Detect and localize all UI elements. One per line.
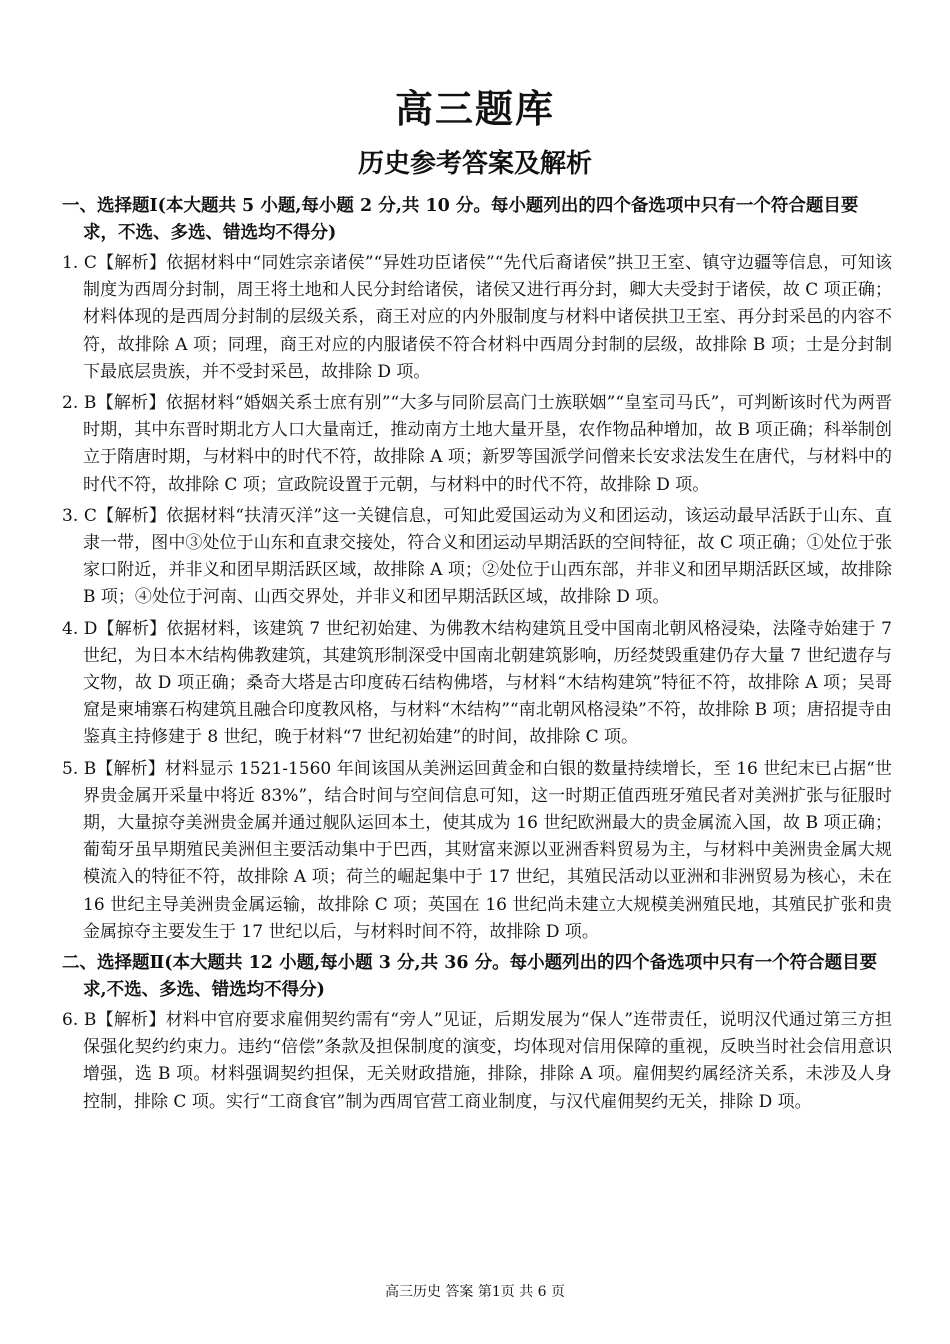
answer-item-2 (62, 390, 892, 499)
answer-explanation: 依据材料“扶清灭洋”这一关键信息，可知此爱国运动为义和团运动，该运动最早活跃于山东、直隶一带，图中③处位于山东和直隶交接处，符合义和团运动早期活跃的空间特征，故 C 项正确；①处位于张家口附近，并非义和团早期活跃区域，故排除 A 项；②处位于山西东部，并非义和团早期活跃区域，故排除 B 项；④处位于河南、山西交界处，并非义和团早期活跃区域，故排除 D 项。 (83, 505, 892, 608)
answer-content (62, 193, 892, 1120)
page-footer: 高三历史 答案 第1页 共 6 页 (384, 1284, 566, 1300)
answer-explanation: 依据材料中“同姓宗亲诸侯”“异姓功臣诸侯”“先代后裔诸侯”拱卫王室、镇守边疆等信息，可知该制度为西周分封制，周王将土地和人民分封给诸侯，诸侯又进行再分封，卿大夫受封于诸侯，故 C 项正确；材料体现的是西周分封制的层级关系，商王对应的内外服制度与材料中诸侯拱卫王室、再分封采邑的内容不符，故排除 A 项；同理，商王对应的内服诸侯不符合材料中西周分封制的层级，故排除 B 项；士是分封制下最底层贵族，并不受封采邑，故排除 D 项。 (83, 253, 892, 382)
section-heading-choice-2: 二、选择题Ⅱ(本大题共 12 小题,每小题 3 分,共 36 分。每小题列出的四个备选项中只有一个符合题目要求,不选、多选、错选均不得分) (62, 953, 878, 1001)
answer-label: 3. C【解析】 (62, 505, 167, 526)
answer-label: 6. B【解析】 (62, 1010, 166, 1031)
page-subtitle: 历史参考答案及解析 (357, 149, 592, 179)
answer-label: 4. D【解析】 (62, 618, 167, 639)
answer-item-4 (62, 616, 892, 752)
page-title: 高三题库 (394, 86, 555, 131)
answer-label: 2. B【解析】 (62, 393, 166, 414)
answer-label: 5. B【解析】 (62, 758, 165, 779)
answer-item-6 (62, 1007, 892, 1116)
answer-explanation: 材料显示 1521-1560 年间该国从美洲运回黄金和白银的数量持续增长，至 16 世纪末已占据“世界贵金属开采量中将近 83%”，结合时间与空间信息可知，这一时期正值西班牙殖民者对美洲扩张与征服时期，大量掠夺美洲贵金属并通过舰队运回本土，使其成为 16 世纪欧洲最大的贵金属流入国，故 B 项正确；葡萄牙虽早期殖民美洲但主要活动集中于巴西，其财富来源以亚洲香料贸易为主，与材料中美洲贵金属大规模流入的特征不符，故排除 A 项；荷兰的崛起集中于 17 世纪，其殖民活动以亚洲和非洲贸易为核心，未在 16 世纪主导美洲贵金属运输，故排除 C 项；英国在 16 世纪尚未建立大规模美洲殖民地，其殖民扩张和贵金属掠夺主要发生于 17 世纪以后，与材料时间不符，故排除 D 项。 (83, 758, 892, 942)
answer-explanation: 依据材料，该建筑 7 世纪初始建、为佛教木结构建筑且受中国南北朝风格浸染，法隆寺始建于 7 世纪，为日本木结构佛教建筑，其建筑形制深受中国南北朝建筑影响，历经焚毁重建仍存大量 7 世纪遗存与文物，故 D 项正确；桑奇大塔是古印度砖石结构佛塔，与材料“木结构建筑”特征不符，故排除 A 项；吴哥窟是柬埔寨石构建筑且融合印度教风格，与材料“木结构”“南北朝风格浸染”不符，故排除 B 项；唐招提寺由鉴真主持修建于 8 世纪，晚于材料“7 世纪初始建”的时间，故排除 C 项。 (83, 618, 892, 748)
answer-explanation: 依据材料“婚姻关系士庶有别”“大多与同阶层高门士族联姻”“皇室司马氏”，可判断该时代为两晋时期，其中东晋时期北方人口大量南迁，推动南方土地大量开垦，农作物品种增加，故 B 项正确；科举制创立于隋唐时期，与材料中的时代不符，故排除 A 项；新罗等国派学问僧来长安求法发生在唐代，与材料中的时代不符，故排除 C 项；宣政院设置于元朝，与材料中的时代不符，故排除 D 项。 (83, 393, 892, 495)
answer-label: 1. C【解析】 (62, 253, 167, 273)
answer-item-1 (62, 250, 892, 386)
answer-explanation: 材料中官府要求雇佣契约需有“旁人”见证，后期发展为“保人”连带责任，说明汉代通过第三方担保强化契约约束力。违约“倍偿”条款及担保制度的演变，均体现对信用保障的重视，反映当时社会信用意识增强，选 B 项。材料强调契约担保，无关财政措施，排除，排除 A 项。雇佣契约属经济关系，未涉及人身控制，排除 C 项。实行“工商食官”制为西周官营工商业制度，与汉代雇佣契约无关，排除 D 项。 (83, 1010, 893, 1112)
section-heading-choice-1: 一、选择题Ⅰ(本大题共 5 小题,每小题 2 分,共 10 分。每小题列出的四个备选项中只有一个符合题目要求，不选、多选、错选均不得分) (62, 196, 859, 243)
answer-item-5 (62, 756, 892, 946)
answer-item-3 (62, 503, 892, 612)
